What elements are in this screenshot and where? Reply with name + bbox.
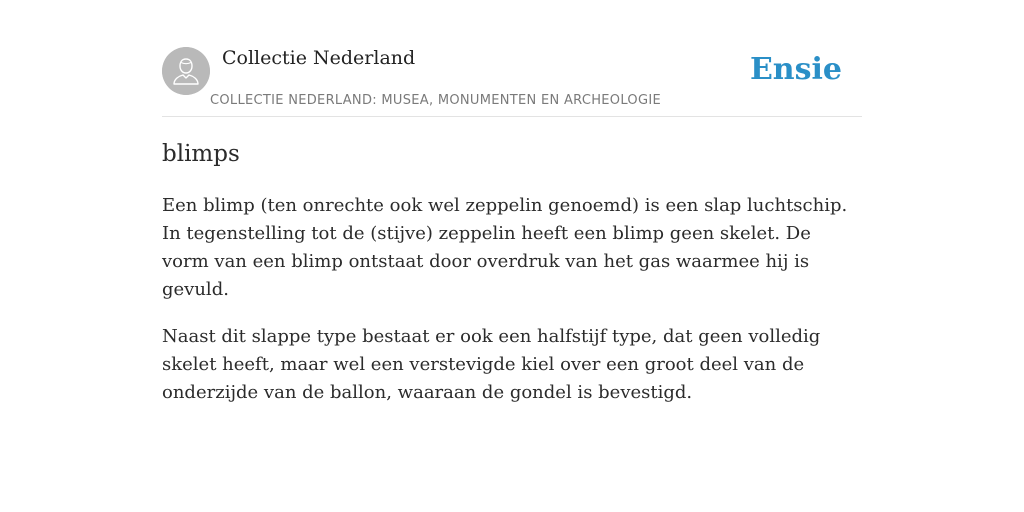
entry-body (162, 192, 862, 426)
entry-header (162, 46, 862, 117)
brand-logo[interactable]: Ensie (749, 52, 842, 87)
entry-paragraph: Een blimp (ten onrechte ook wel zeppelin genoemd) is een slap luchtschip. In tegenstelling tot de (stijve) zeppelin heeft een blimp geen skelet. De vorm van een blimp ontstaat door overdruk van het gas waarmee hij is gevuld. (162, 195, 848, 300)
user-silhouette-icon (162, 47, 210, 95)
entry-title: blimps (162, 141, 240, 167)
source-subtitle: COLLECTIE NEDERLAND: MUSEA, MONUMENTEN EN ARCHEOLOGIE (210, 93, 661, 108)
entry-paragraph: Naast dit slappe type bestaat er ook een halfstijf type, dat geen volledig skelet heeft, maar wel een verstevigde kiel over een groot deel van de onderzijde van de ballon, waaraan de gondel is bevestigd. (162, 326, 821, 403)
author-name[interactable]: Collectie Nederland (222, 47, 416, 69)
avatar[interactable] (162, 47, 210, 95)
